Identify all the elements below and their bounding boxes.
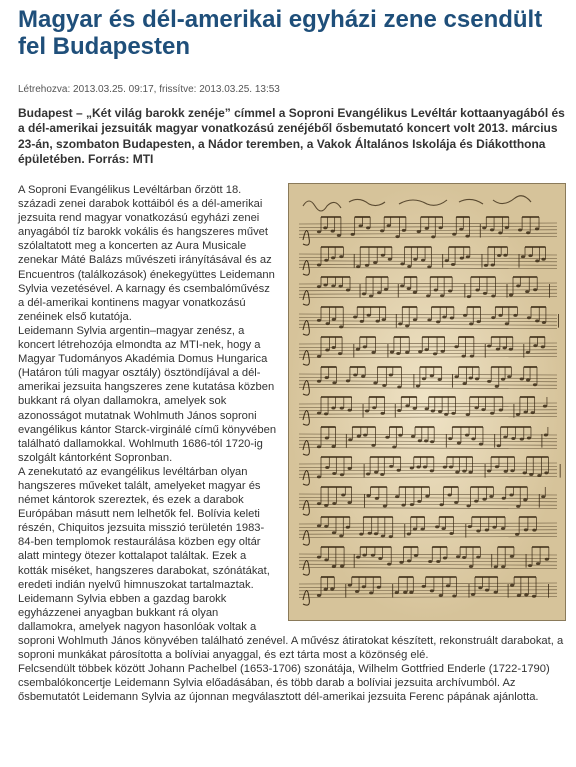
manuscript-score-icon: [289, 184, 565, 620]
paragraph: Leidemann Sylvia argentin–magyar zenész, a koncert létrehozója elmondta az MTI-nek, hogy a Magyar Tudományos Akadémia Domus Hungarica (Határon túli magyar osztály) ösztöndíjával a dél-amerikai jezsuita hangszeres zene kutatása közben bukkant rá olyan dallamokra, amelyek sok azonosságot mutatnak Wohlmuth János soproni evangélikus kántor Starck-virginálé című könyvében található dallamokkal. Wohlmuth 1686-tól 1720-ig szolgált kántorként Sopronban.: [18, 324, 277, 464]
article-lead: Budapest – „Két világ barokk zenéje” címmel a Soproni Evangélikus Levéltár kottaanyagából és a dél-amerikai jezsuiták magyar vonatkozású zenéjéből ősbemutató koncert volt 2013. március 23-án, szombaton Budapesten, a Nádor teremben, a Vakok Általános Iskolája és Diákotthona épületében. Forrás: MTI: [18, 106, 565, 167]
paragraph: Leidemann Sylvia ebben a gazdag barokk egyházzenei anyagban bukkant rá olyan dallamokra, amelyek nagyon hasonlóak voltak a soproni Wohlmuth János könyvében található zenével. A művész átiratokat készített, rekonstruált darabokat, a soproni munkákat párosította a bolíviai anyaggal, és ezt tárta most a közönség elé.: [18, 592, 564, 662]
paragraph: A Soproni Evangélikus Levéltárban őrzött 18. századi zenei darabok kottáiból és a dél-amerikai jezsuita rend magyar vonatkozású egyházi zenei anyagából tíz barokk vokális és hangszeres művet szólaltatott meg a koncerten az Aura Musicale zenekar Máté Balázs művészeti irányításával és az Encuentros (találkozások) énekegyüttes Leidemann Sylvia vezetésével. A karnagy és csembalóművész a dél-amerikai kontinens magyar vonatkozású zenéinek első kutatója.: [18, 184, 275, 323]
article-body: [18, 183, 566, 704]
article-title: Magyar és dél-amerikai egyházi zene csendült fel Budapesten: [18, 6, 543, 60]
paragraph: A zenekutató az evangélikus levéltárban olyan hangszeres műveket talált, amelyeket magyar és német kántorok szereztek, és ezek a darabok Európában másutt nem lelhetők fel. Bolívia keleti részén, Chiquitos jezsuita misszió területén 1983-84-ben templomok restaurálása közben egy oltár alatt mintegy ötezer kottalapot találtak. Ezek a kották miséket, hangszeres darabokat, szónátákat, eredeti indián nyelvű himnuszokat tartalmaztak.: [18, 465, 270, 591]
sheet-music-image: [288, 183, 566, 621]
paragraph: Felcsendült többek között Johann Pachelbel (1653-1706) szonátája, Wilhelm Gottfried Enderle (1722-1790) csembalókoncertje Leidemann Sylvia előadásában, és több darab a bolíviai jezsuita archívumból. Az ősbemutatót Leidemann Sylvia az újonnan megválasztott dél-amerikai jezsuita Ferenc pápának ajánlotta.: [18, 663, 550, 704]
article-timestamp: Létrehozva: 2013.03.25. 09:17, frissítve: 2013.03.25. 13:53: [18, 84, 280, 95]
